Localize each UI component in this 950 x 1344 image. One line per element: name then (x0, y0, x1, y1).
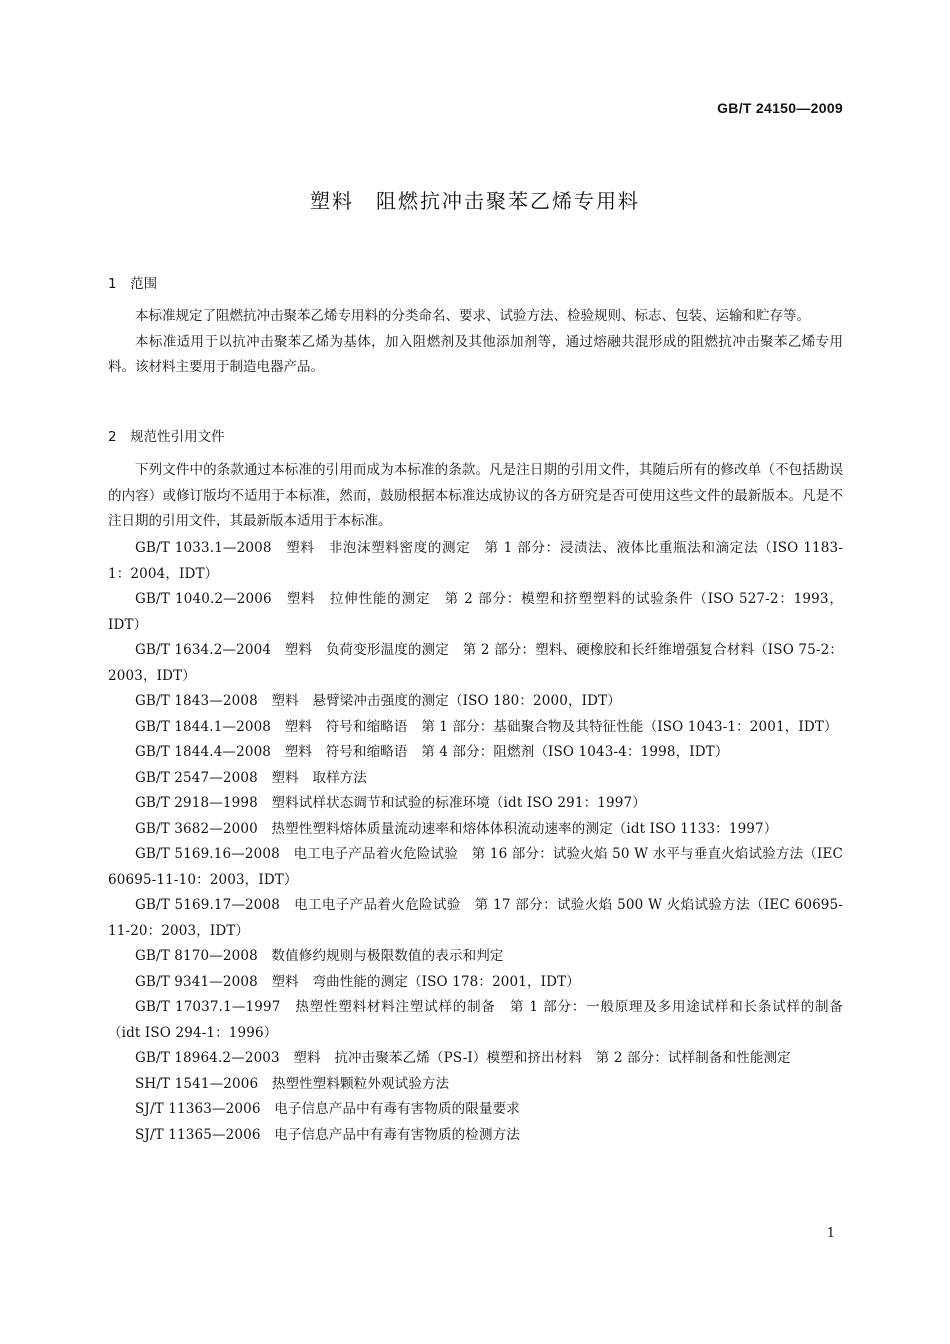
references-intro (108, 458, 843, 535)
reference-item: GB/T 1634.2—2004 塑料 负荷变形温度的测定 第 2 部分：塑料、硬橡胶和长纤维增强复合材料（ISO 75-2：2003，IDT） (108, 642, 843, 684)
reference-list (108, 536, 843, 1148)
reference-item: GB/T 1843—2008 塑料 悬臂梁冲击强度的测定（ISO 180：2000，IDT） (135, 693, 621, 709)
reference-item: GB/T 5169.17—2008 电工电子产品着火危险试验 第 17 部分：试验火焰 500 W 火焰试验方法（IEC 60695-11-20：2003，IDT） (108, 897, 843, 939)
references-intro-paragraph: 下列文件中的条款通过本标准的引用而成为本标准的条款。凡是注日期的引用文件，其随后所有的修改单（不包括勘误的内容）或修订版均不适用于本标准，然而，鼓励根据本标准达成协议的各方研究是否可使用这些文件的最新版本。凡是不注日期的引用文件，其最新版本适用于本标准。 (108, 462, 843, 529)
page-number: 1 (826, 1226, 835, 1241)
reference-item: GB/T 2547—2008 塑料 取样方法 (135, 769, 368, 786)
reference-item: SJ/T 11365—2006 电子信息产品中有毒有害物质的检测方法 (135, 1126, 520, 1143)
reference-item: GB/T 18964.2—2003 塑料 抗冲击聚苯乙烯（PS-I）模塑和挤出材料 第 2 部分：试样制备和性能测定 (135, 1050, 791, 1066)
section-heading-references: 2 规范性引用文件 (108, 429, 225, 445)
reference-item: GB/T 2918—1998 塑料试样状态调节和试验的标准环境（idt ISO 291：1997） (135, 795, 646, 811)
reference-item: GB/T 5169.16—2008 电工电子产品着火危险试验 第 16 部分：试验火焰 50 W 水平与垂直火焰试验方法（IEC 60695-11-10：2003，IDT） (108, 846, 843, 888)
standard-code: GB/T 24150—2009 (717, 100, 843, 116)
reference-item: GB/T 1033.1—2008 塑料 非泡沫塑料密度的测定 第 1 部分：浸渍法、液体比重瓶法和滴定法（ISO 1183-1：2004，IDT） (108, 540, 843, 582)
reference-item: GB/T 9341—2008 塑料 弯曲性能的测定（ISO 178：2001，IDT） (135, 973, 580, 990)
section-heading-scope: 1 范围 (108, 276, 158, 292)
reference-item: GB/T 1844.1—2008 塑料 符号和缩略语 第 1 部分：基础聚合物及其特征性能（ISO 1043-1：2001，IDT） (135, 718, 838, 735)
document-title: 塑料 阻燃抗冲击聚苯乙烯专用料 (310, 189, 640, 213)
reference-item: GB/T 3682—2000 热塑性塑料熔体质量流动速率和熔体体积流动速率的测定（idt ISO 1133：1997） (135, 820, 778, 837)
scope-paragraph: 本标准适用于以抗冲击聚苯乙烯为基体，加入阻燃剂及其他添加剂等，通过熔融共混形成的阻燃抗冲击聚苯乙烯专用料。该材料主要用于制造电器产品。 (108, 333, 843, 375)
reference-item: GB/T 1844.4—2008 塑料 符号和缩略语 第 4 部分：阻燃剂（ISO 1043-4：1998，IDT） (135, 744, 729, 760)
scope-body (108, 304, 843, 381)
reference-item: SH/T 1541—2006 热塑性塑料颗粒外观试验方法 (135, 1075, 450, 1092)
scope-paragraph: 本标准规定了阻燃抗冲击聚苯乙烯专用料的分类命名、要求、试验方法、检验规则、标志、包装、运输和贮存等。 (135, 308, 810, 324)
reference-item: GB/T 1040.2—2006 塑料 拉伸性能的测定 第 2 部分：模塑和挤塑塑料的试验条件（ISO 527-2：1993，IDT） (108, 591, 843, 633)
reference-item: SJ/T 11363—2006 电子信息产品中有毒有害物质的限量要求 (135, 1101, 520, 1117)
reference-item: GB/T 17037.1—1997 热塑性塑料材料注塑试样的制备 第 1 部分：一般原理及多用途试样和长条试样的制备（idt ISO 294-1：1996） (108, 999, 843, 1041)
reference-item: GB/T 8170—2008 数值修约规则与极限数值的表示和判定 (135, 948, 504, 964)
